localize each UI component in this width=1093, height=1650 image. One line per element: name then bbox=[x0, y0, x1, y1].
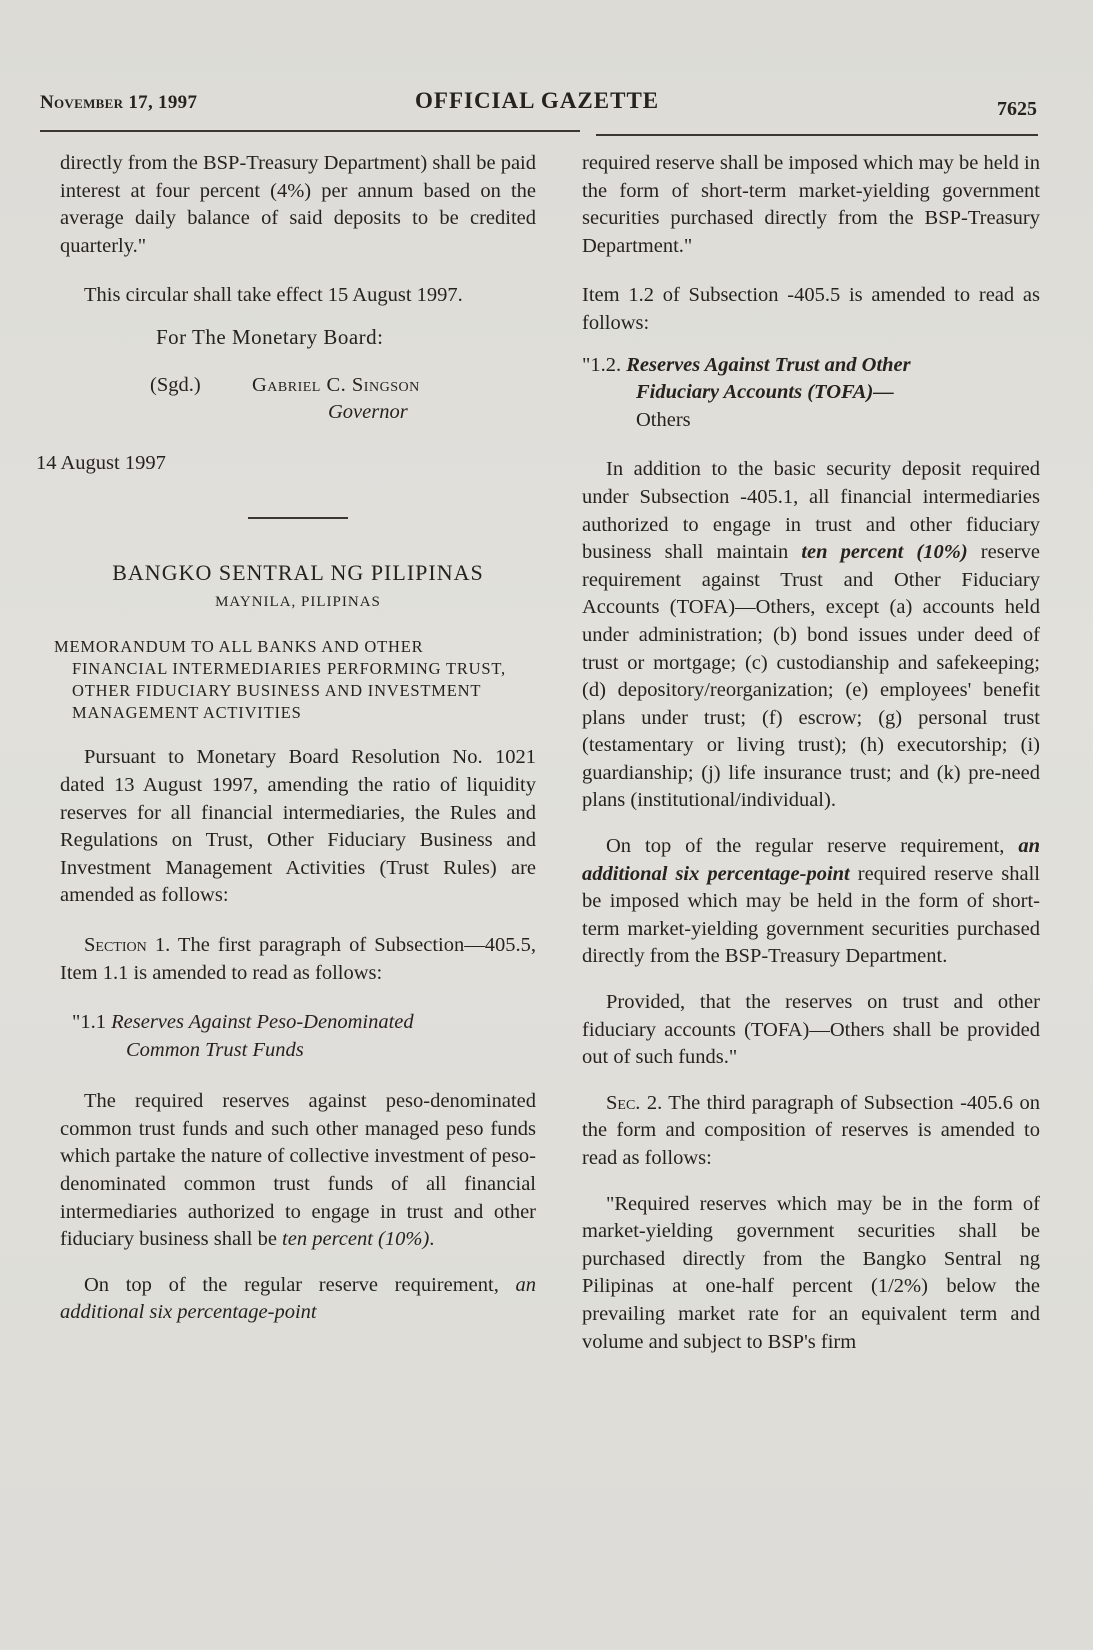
board-line: For The Monetary Board: bbox=[156, 324, 384, 349]
signatory-title: Governor bbox=[328, 400, 408, 423]
emphasis: ten percent (10%) bbox=[282, 1228, 430, 1251]
quoted-heading bbox=[72, 1009, 536, 1064]
memo-line1: MEMORANDUM TO ALL BANKS AND OTHER bbox=[54, 637, 424, 657]
quoted-heading-line2: Fiduciary Accounts (TOFA)— bbox=[636, 381, 894, 404]
header-date: November 17, 1997 bbox=[40, 92, 198, 113]
text: The required reserves against peso-denominated common trust funds and such other managed peso funds which partake the nature of collective investment of peso-denominated common trust funds of all financial intermediaries authorized to engage in trust and other fiduciary business shall be bbox=[60, 1090, 536, 1251]
text: In addition to the basic security deposit required under Subsection -405.1, all financial intermediaries authorized to engage in trust and other fiduciary business shall maintain bbox=[582, 458, 1040, 564]
emphasis: an additional six percentage-point bbox=[582, 835, 1040, 885]
header-rule-left bbox=[40, 130, 580, 132]
emphasis: an additional six percentage-point bbox=[60, 1273, 536, 1324]
paragraph: "Required reserves which may be in the form of market-yielding government securities shall be purchased directly from the Bangko Sentral ng Pilipinas at one-half percent (1/2%) below the prevailing market rate for an equivalent term and volume and subject to BSP's firm bbox=[582, 1192, 1040, 1353]
header-page-number: 7625 bbox=[997, 98, 1037, 120]
paragraph: This circular shall take effect 15 August 1997. bbox=[84, 284, 463, 307]
section-2-paragraph bbox=[582, 1090, 1040, 1173]
quoted-heading-line3: Others bbox=[636, 408, 691, 431]
right-column bbox=[582, 150, 1040, 1356]
bank-city: MAYNILA, PILIPINAS bbox=[215, 593, 381, 610]
paragraph: required reserve shall be imposed which may be held in the form of short-term market-yielding government securities purchased directly from the BSP-Treasury Department." bbox=[582, 152, 1040, 257]
paragraph: Pursuant to Monetary Board Resolution No. 1021 dated 13 August 1997, amending the ratio of liquidity reserves for all financial intermediaries, the Rules and Regulations on Trust, Other Fiduciary Business and Investment Management Activities (Trust Rules) are amended as follows: bbox=[60, 746, 536, 907]
section-text: The third paragraph of Subsection -405.6 on the form and composition of reserves is amended to read as follows: bbox=[582, 1091, 1040, 1169]
signatory-name: Gabriel C. Singson bbox=[252, 373, 420, 396]
paragraph bbox=[582, 833, 1040, 971]
text: . bbox=[429, 1228, 435, 1251]
paragraph: directly from the BSP-Treasury Department) shall be paid interest at four percent (4%) per annum based on the average daily balance of said deposits to be credited quarterly." bbox=[60, 152, 536, 257]
item-number: "1.1 bbox=[72, 1011, 112, 1034]
paragraph bbox=[60, 1088, 536, 1254]
quoted-heading-line1 bbox=[582, 352, 1040, 380]
text: reserve requirement against Trust and Other Fiduciary Accounts (TOFA)—Others, except (a) accounts held under administration; (b) bond issues under deed of trust or mortgage; (c) custodianship and safekeeping; (d) depository/reorganization; (e) employees' benefit plans under trust; (f) escrow; (g) personal trust (testamentary or living trust); (h) executorship; (i) guardianship; (j) life insurance trust; and (k) pre-need plans (institutional/individual). bbox=[582, 541, 1040, 812]
text: On top of the regular reserve requirement, bbox=[84, 1273, 516, 1296]
memo-heading bbox=[54, 636, 536, 724]
section-divider bbox=[248, 517, 348, 519]
paragraph bbox=[582, 456, 1040, 815]
signature-block bbox=[60, 372, 536, 428]
issue-date: 14 August 1997 bbox=[36, 451, 166, 474]
left-column bbox=[36, 150, 536, 1327]
item-number: "1.2. bbox=[582, 353, 627, 376]
text: On top of the regular reserve requirement, bbox=[606, 835, 1019, 858]
section-text: The first paragraph of Subsection—405.5, Item 1.1 is amended to read as follows: bbox=[60, 933, 536, 984]
paragraph: Provided, that the reserves on trust and other fiduciary accounts (TOFA)—Others shall be provided out of such funds." bbox=[582, 991, 1040, 1069]
paragraph bbox=[60, 1272, 536, 1327]
signed-mark: (Sgd.) bbox=[150, 373, 201, 396]
emphasis: ten percent (10%) bbox=[801, 541, 968, 564]
text: required reserve shall be imposed which may be held in the form of short-term market-yielding government securities purchased directly from the BSP-Treasury Department. bbox=[582, 862, 1040, 968]
quoted-heading-line1 bbox=[72, 1009, 536, 1037]
memo-rest: FINANCIAL INTERMEDIARIES PERFORMING TRUST, OTHER FIDUCIARY BUSINESS AND INVESTMENT MANAGEMENT ACTIVITIES bbox=[72, 659, 506, 723]
section-label: Sec. 2. bbox=[606, 1091, 663, 1114]
section-label: Section 1. bbox=[84, 933, 171, 956]
quoted-heading-line2: Common Trust Funds bbox=[126, 1038, 304, 1061]
paragraph: Item 1.2 of Subsection -405.5 is amended to read as follows: bbox=[582, 284, 1040, 334]
bank-name: BANGKO SENTRAL NG PILIPINAS bbox=[112, 560, 484, 586]
section-1-paragraph bbox=[60, 932, 536, 987]
item-title: Reserves Against Trust and Other bbox=[626, 353, 911, 376]
item-title: Reserves Against Peso-Denominated bbox=[111, 1011, 414, 1034]
header-rule-right bbox=[596, 134, 1038, 136]
page-header bbox=[40, 86, 1037, 126]
quoted-heading bbox=[582, 352, 1040, 435]
header-title: OFFICIAL GAZETTE bbox=[415, 88, 660, 113]
